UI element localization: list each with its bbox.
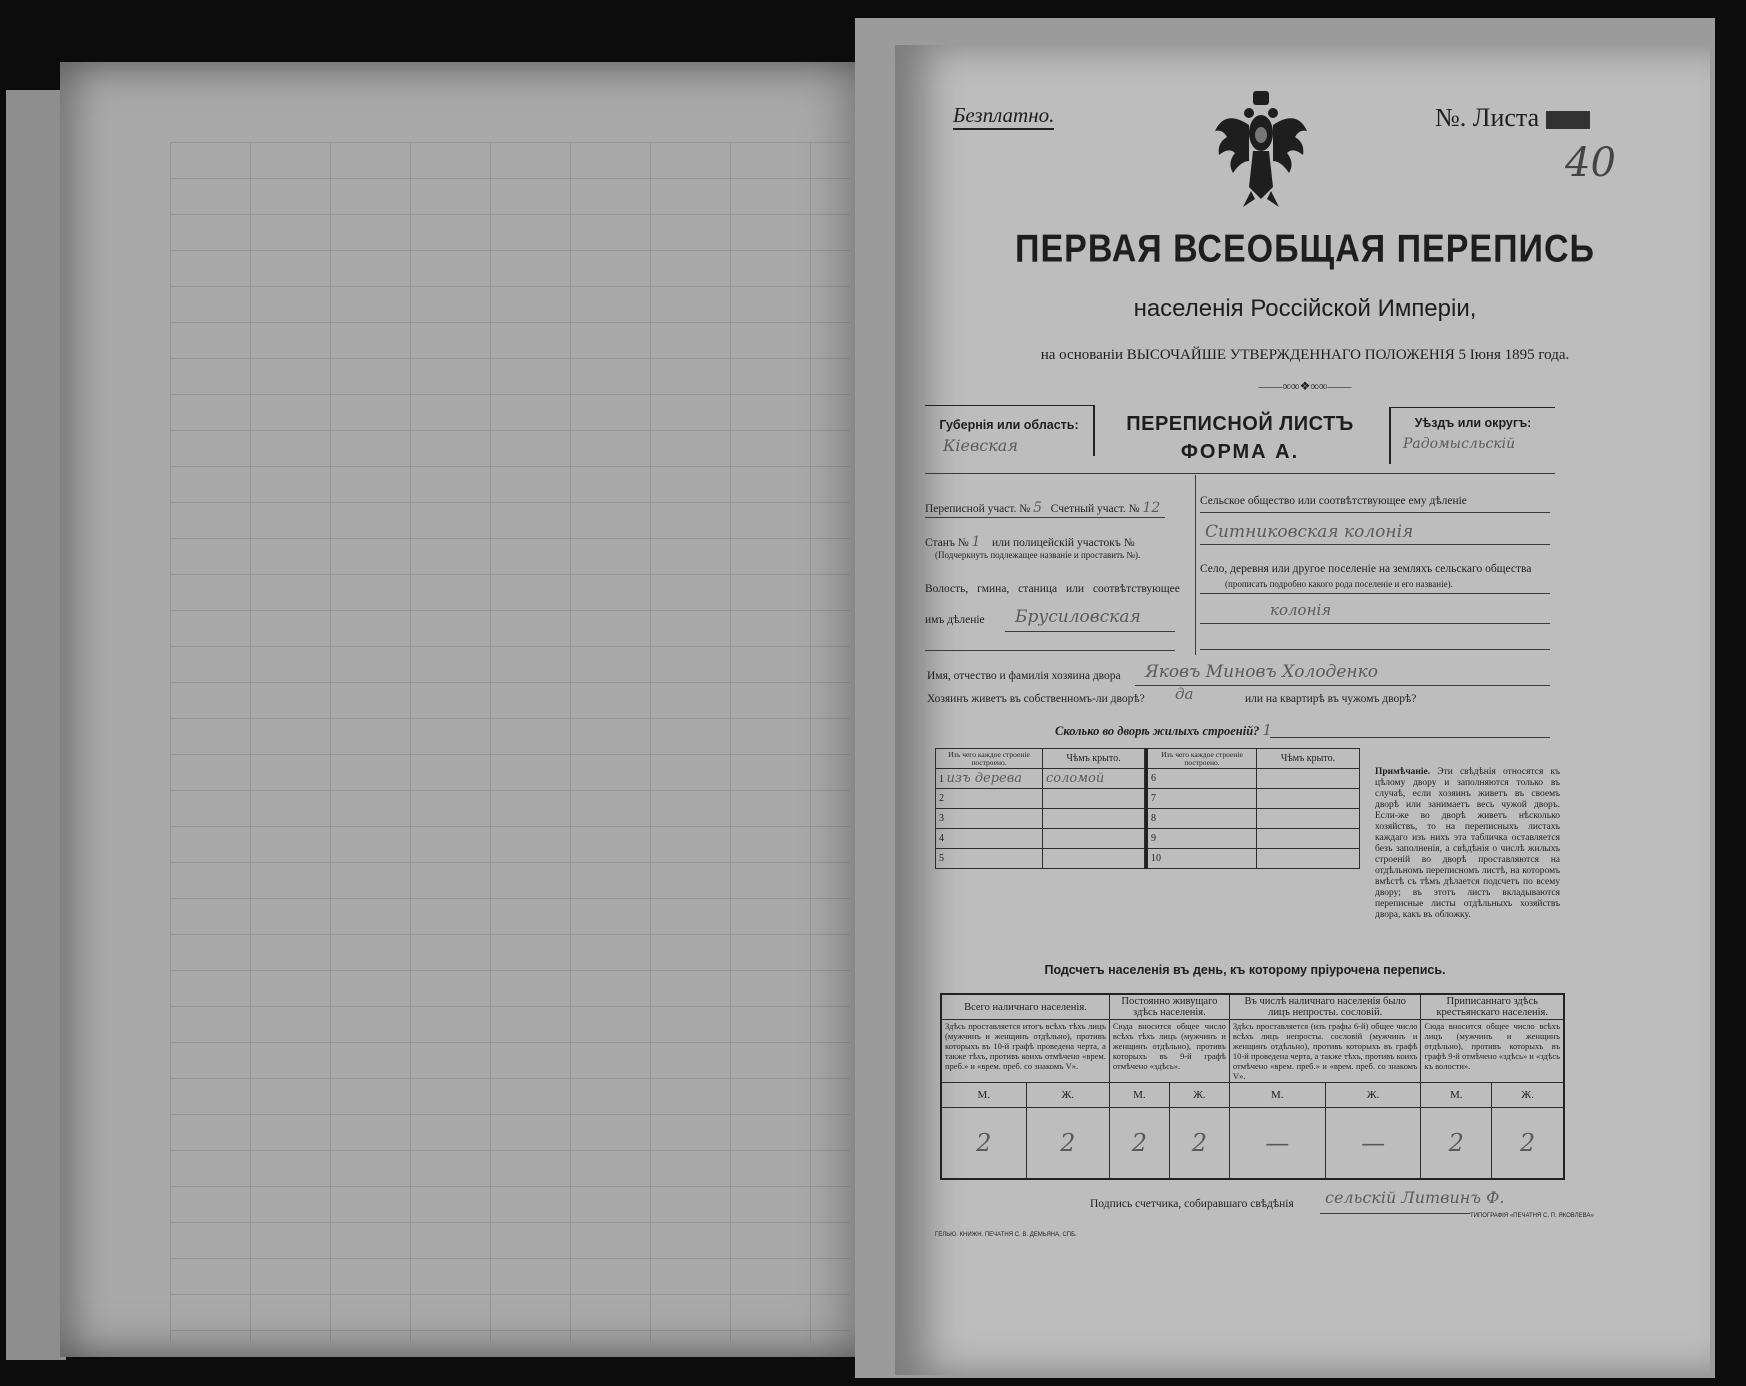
table-row: 7	[1147, 789, 1360, 809]
stan-row	[925, 534, 1135, 550]
form-letter: ФОРМА А.	[1180, 441, 1300, 463]
divider	[1195, 475, 1196, 655]
census-section-value: 5	[1033, 500, 1043, 516]
note-block	[1375, 767, 1560, 921]
female-header: Ж.	[1325, 1083, 1421, 1108]
population-summary-table	[940, 993, 1565, 1180]
permanent-male-value: 2	[1109, 1108, 1169, 1180]
volost-value: Брусиловская	[1015, 607, 1141, 627]
uezd-label: Уѣздъ или округъ:	[1414, 416, 1532, 430]
signature-value: сельскій Литвинъ Ф.	[1325, 1188, 1505, 1207]
count-section-value: 12	[1142, 500, 1161, 516]
form-sheet-title: ПЕРЕПИСНОЙ ЛИСТЪ	[1126, 413, 1354, 435]
ornament-divider: ——∞∞❖∞∞——	[1258, 379, 1352, 393]
sheet-number-handwritten: 40	[1565, 140, 1616, 186]
census-section-label: Переписной участ. №	[925, 503, 1031, 515]
summary-col-total: Всего наличнаго населенія.	[941, 994, 1109, 1020]
summary-col-nontaxable: Въ числѣ наличнаго населенія было лицъ непросты. сословій.	[1229, 994, 1421, 1020]
divider	[1320, 1213, 1470, 1214]
note-text: Эти свѣдѣнія относятся къ цѣлому двору и заполняются только въ случаѣ, если хозяинъ живетъ въ своемъ дворѣ или занимаетъ весь чужой дворъ. Если-же во дворѣ живетъ нѣсколько хозяйствъ, то на переписныхъ листахъ каждаго изъ нихъ эта табличка оставляется безъ заполненія, а свѣдѣнія о числѣ жилыхъ строеній во дворѣ проставляются на отдѣльномъ переписномъ листѣ, на которомъ вмѣстѣ съ тѣмъ дѣлается подсчетъ по всему двору; въ этотъ листъ вкладываются переписные листы отдѣльныхъ хозяйствъ двора, какъ въ обложку.	[1375, 767, 1560, 920]
owner-name-label: Имя, отчество и фамилія хозяина двора	[927, 670, 1121, 682]
female-header: Ж.	[1169, 1083, 1229, 1108]
note-title: Примѣчаніе.	[1375, 767, 1431, 777]
table-row: 2	[936, 789, 1145, 809]
male-header: М.	[1421, 1083, 1492, 1108]
divider	[1200, 544, 1550, 545]
table-row: 1 изъ дерева соломой	[936, 769, 1145, 789]
total-female-value: 2	[1026, 1108, 1109, 1180]
divider	[1270, 737, 1550, 738]
male-header: М.	[941, 1083, 1026, 1108]
divider	[1200, 593, 1550, 594]
owner-own-label: Хозяинъ живетъ въ собственномъ-ли дворѣ?	[927, 693, 1145, 705]
sheet-number-field	[1546, 111, 1590, 129]
total-male-value: 2	[941, 1108, 1026, 1180]
col-material: Изъ чего каждое строеніе построено.	[936, 749, 1043, 769]
summary-desc-permanent: Сюда вносится общее число всѣхъ тѣхъ лицъ (мужчинъ и женщинъ отдѣльно), противъ которыхъ въ 9-й графѣ отмѣчено «здѣсь».	[1109, 1020, 1229, 1083]
free-label: Безплатно.	[953, 103, 1054, 130]
page-stack-edge	[6, 90, 66, 1360]
form-title: ПЕРВАЯ ВСЕОБЩАЯ ПЕРЕПИСЬ	[1015, 227, 1595, 271]
divider	[925, 473, 1555, 474]
signature-label: Подпись счетчика, собиравшаго свѣдѣнія	[1090, 1198, 1294, 1210]
society-label: Сельское общество или соотвѣтствующее ему дѣленіе	[1200, 495, 1467, 507]
summary-desc-nontaxable: Здѣсь проставляется (изъ графы 6-й) общее число всѣхъ лицъ непросты. сословій (мужчинъ и женщинъ отдѣльно), противъ которыхъ въ графѣ 10-й проведена черта, а также тѣхъ, противъ коихъ отмѣчено «врем. преб.» и «врем. преб. со знакомъ V».	[1229, 1020, 1421, 1083]
count-section-label: Счетный участ. №	[1050, 503, 1140, 515]
table-row: 5	[936, 849, 1145, 869]
census-section-row	[925, 500, 1160, 516]
peasant-male-value: 2	[1421, 1108, 1492, 1180]
male-header: М.	[1109, 1083, 1169, 1108]
table-row: 9	[1147, 829, 1360, 849]
female-header: Ж.	[1492, 1083, 1564, 1108]
guberniya-value: Кіевская	[943, 436, 1018, 455]
female-header: Ж.	[1026, 1083, 1109, 1108]
divider	[1200, 623, 1550, 624]
guberniya-label: Губернія или область:	[939, 418, 1079, 432]
census-form-page	[895, 45, 1710, 1375]
society-value: Ситниковская колонія	[1205, 522, 1414, 542]
volost-label-2: имъ дѣленіе	[925, 614, 985, 626]
stan-value: 1	[971, 534, 981, 550]
owner-name-value: Яковъ Миновъ Холоденко	[1145, 662, 1378, 682]
summary-col-peasant: Приписаннаго здѣсь крестьянскаго населенія.	[1421, 994, 1564, 1020]
buildings-table-right	[1145, 748, 1360, 869]
summary-col-permanent: Постоянно живущаго здѣсь населенія.	[1109, 994, 1229, 1020]
police-label: или полицейскій участокъ №	[992, 537, 1135, 549]
col-material: Изъ чего каждое строеніе построено.	[1147, 749, 1257, 769]
table-row: 10	[1147, 849, 1360, 869]
divider	[925, 517, 1165, 518]
double-eagle-emblem	[1213, 91, 1309, 209]
col-roof: Чѣмъ крыто.	[1043, 749, 1145, 769]
divider	[1135, 685, 1550, 686]
buildings-count-label	[1055, 721, 1272, 739]
peasant-female-value: 2	[1492, 1108, 1564, 1180]
village-label: Село, деревня или другое поселеніе на земляхъ сельскаго общества	[1200, 563, 1532, 575]
stan-label: Станъ №	[925, 537, 969, 549]
table-row: 3	[936, 809, 1145, 829]
summary-desc-peasant: Сюда вносится общее число всѣхъ лицъ (мужчинъ и женщинъ отдѣльно), противъ которыхъ въ графѣ 9-й отмѣчено «здѣсь» и «здѣсь къ волости».	[1421, 1020, 1564, 1083]
left-page	[60, 62, 890, 1357]
legal-basis: на основаніи ВЫСОЧАЙШЕ УТВЕРЖДЕННАГО ПОЛОЖЕНІЯ 5 Іюня 1895 года.	[1040, 347, 1570, 363]
nontaxable-female-value: —	[1325, 1108, 1421, 1180]
village-note: (прописать подробно какого рода поселеніе и его названіе).	[1225, 579, 1453, 589]
faded-grid	[170, 142, 850, 1342]
divider	[925, 650, 1175, 651]
table-row: 6	[1147, 769, 1360, 789]
village-value: колонія	[1270, 601, 1332, 619]
male-header: М.	[1229, 1083, 1325, 1108]
buildings-count-value: 1	[1262, 721, 1273, 739]
table-row: 4	[936, 829, 1145, 849]
sheet-number-block	[1435, 103, 1590, 133]
owner-other-label: или на квартирѣ въ чужомъ дворѣ?	[1245, 693, 1417, 705]
printer-left: ГЕЛЬЮ. КНИЖН. ПЕЧАТНЯ С. В. ДЕМЬЯНА, СПБ.	[935, 1232, 1077, 1238]
divider	[1005, 631, 1175, 632]
permanent-female-value: 2	[1169, 1108, 1229, 1180]
buildings-count-text: Сколько во дворѣ жилыхъ строеній?	[1055, 724, 1260, 738]
owner-own-value: да	[1175, 685, 1194, 703]
buildings-table-left	[935, 748, 1145, 869]
guberniya-box	[925, 405, 1095, 456]
form-subtitle: населенія Россійской Имперіи,	[1133, 295, 1477, 322]
uezd-box	[1389, 407, 1555, 464]
underline-note: (Подчеркнуть подлежащее названіе и проставить №).	[935, 550, 1141, 560]
summary-desc-total: Здѣсь проставляется итогъ всѣхъ тѣхъ лицъ (мужчинъ и женщинъ отдѣльно), противъ которыхъ въ 10-й графѣ проведена черта, а также тѣхъ, противъ коихъ отмѣчено «врем. преб.» и «врем. преб. со знакомъ V».	[941, 1020, 1109, 1083]
printer-right: ТИПОГРАФІЯ «ПЕЧАТНЯ С. П. ЯКОВЛЕВА»	[1470, 1213, 1594, 1219]
col-roof: Чѣмъ крыто.	[1257, 749, 1360, 769]
nontaxable-male-value: —	[1229, 1108, 1325, 1180]
divider	[1200, 649, 1550, 650]
uezd-value: Радомысльскій	[1403, 436, 1516, 452]
sheet-label: №. Листа	[1435, 103, 1540, 132]
divider	[1200, 512, 1550, 513]
summary-title: Подсчетъ населенія въ день, къ которому пріурочена перепись.	[1044, 963, 1446, 977]
table-row: 8	[1147, 809, 1360, 829]
volost-label: Волость, гмина, станица или соотвѣтствующее	[925, 583, 1180, 595]
